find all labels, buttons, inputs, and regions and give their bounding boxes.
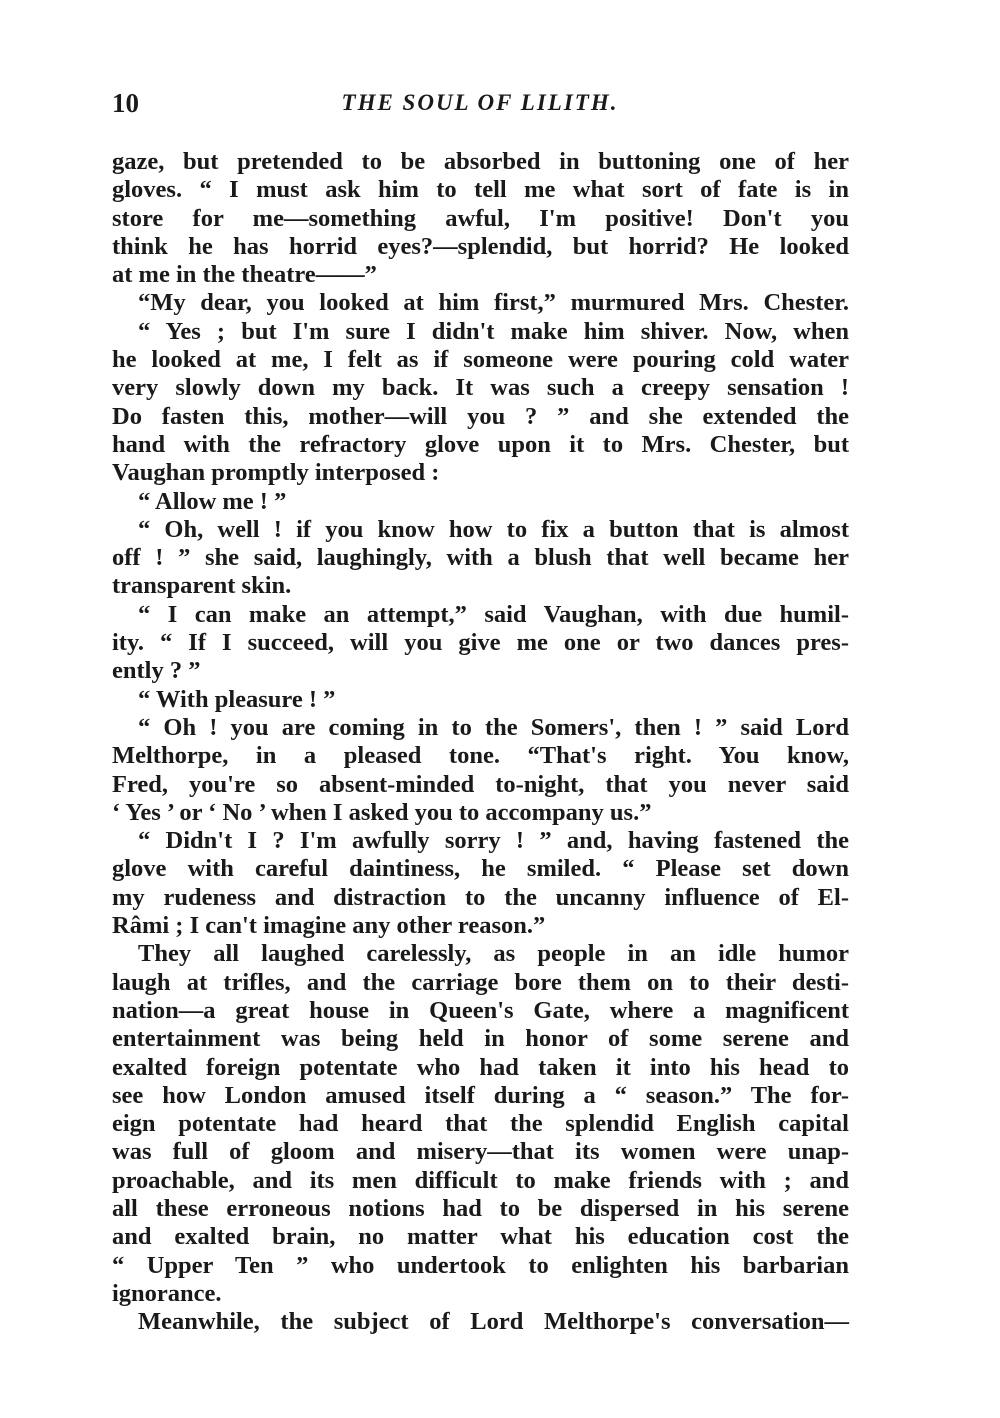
text-line: was full of gloom and misery—that its women were unap-: [112, 1138, 849, 1166]
body-text: [112, 148, 849, 1336]
text-line: hand with the refractory glove upon it to Mrs. Chester, but: [112, 430, 849, 458]
text-line: my rudeness and distraction to the uncanny influence of El-: [112, 883, 849, 911]
text-line: he looked at me, I felt as if someone were pouring cold water: [112, 346, 849, 374]
text-line: laugh at trifles, and the carriage bore them on to their desti-: [112, 968, 849, 996]
text-line: “ Upper Ten ” who undertook to enlighten his barbarian: [112, 1251, 849, 1279]
text-line: “ Didn't I ? I'm awfully sorry ! ” and, having fastened the: [138, 827, 849, 855]
text-line: eign potentate had heard that the splendid English capital: [112, 1110, 849, 1138]
text-line: “ Oh, well ! if you know how to fix a button that is almost: [138, 515, 849, 543]
text-line: gloves. “ I must ask him to tell me what sort of fate is in: [112, 176, 849, 204]
running-title: THE SOUL OF LILITH.: [341, 90, 619, 115]
text-line: Melthorpe, in a pleased tone. “That's right. You know,: [112, 742, 849, 770]
text-line: ignorance.: [112, 1279, 222, 1307]
text-line: glove with careful daintiness, he smiled. “ Please set down: [112, 855, 849, 883]
text-line: entertainment was being held in honor of some serene and: [112, 1025, 849, 1053]
text-line: and exalted brain, no matter what his education cost the: [112, 1223, 849, 1251]
text-line: exalted foreign potentate who had taken it into his head to: [112, 1053, 849, 1081]
text-line: at me in the theatre——”: [112, 261, 377, 289]
text-line: “ Yes ; but I'm sure I didn't make him shiver. Now, when: [138, 317, 849, 345]
text-line: “My dear, you looked at him first,” murmured Mrs. Chester.: [138, 289, 849, 317]
text-line: Vaughan promptly interposed :: [112, 459, 440, 487]
text-line: ently ? ”: [112, 657, 201, 685]
text-line: “ Oh ! you are coming in to the Somers', then ! ” said Lord: [138, 713, 849, 741]
text-line: proachable, and its men difficult to make friends with ; and: [112, 1166, 849, 1194]
text-line: think he has horrid eyes?—splendid, but horrid? He looked: [112, 232, 849, 260]
text-line: “ With pleasure ! ”: [138, 685, 336, 713]
text-line: very slowly down my back. It was such a creepy sensation !: [112, 374, 849, 402]
text-line: Do fasten this, mother—will you ? ” and she extended the: [112, 402, 849, 430]
text-line: Meanwhile, the subject of Lord Melthorpe's conversation—: [138, 1308, 849, 1336]
text-line: They all laughed carelessly, as people in an idle humor: [138, 940, 849, 968]
text-line: all these erroneous notions had to be dispersed in his serene: [112, 1194, 849, 1222]
text-line: Râmi ; I can't imagine any other reason.”: [112, 912, 546, 940]
text-line: ‘ Yes ’ or ‘ No ’ when I asked you to accompany us.”: [112, 798, 652, 826]
text-line: store for me—something awful, I'm positive! Don't you: [112, 204, 849, 232]
text-line: off ! ” she said, laughingly, with a blush that well became her: [112, 544, 849, 572]
text-line: ity. “ If I succeed, will you give me one or two dances pres-: [112, 629, 849, 657]
text-line: nation—a great house in Queen's Gate, where a magnificent: [112, 996, 849, 1024]
text-line: Fred, you're so absent-minded to-night, that you never said: [112, 770, 849, 798]
page-header: [112, 86, 848, 126]
text-line: gaze, but pretended to be absorbed in buttoning one of her: [112, 148, 849, 175]
text-line: transparent skin.: [112, 572, 292, 600]
page-number: 10: [112, 88, 139, 118]
text-line: “ Allow me ! ”: [138, 487, 287, 515]
text-line: see how London amused itself during a “ season.” The for-: [112, 1081, 849, 1109]
text-line: “ I can make an attempt,” said Vaughan, with due humil-: [138, 600, 849, 628]
